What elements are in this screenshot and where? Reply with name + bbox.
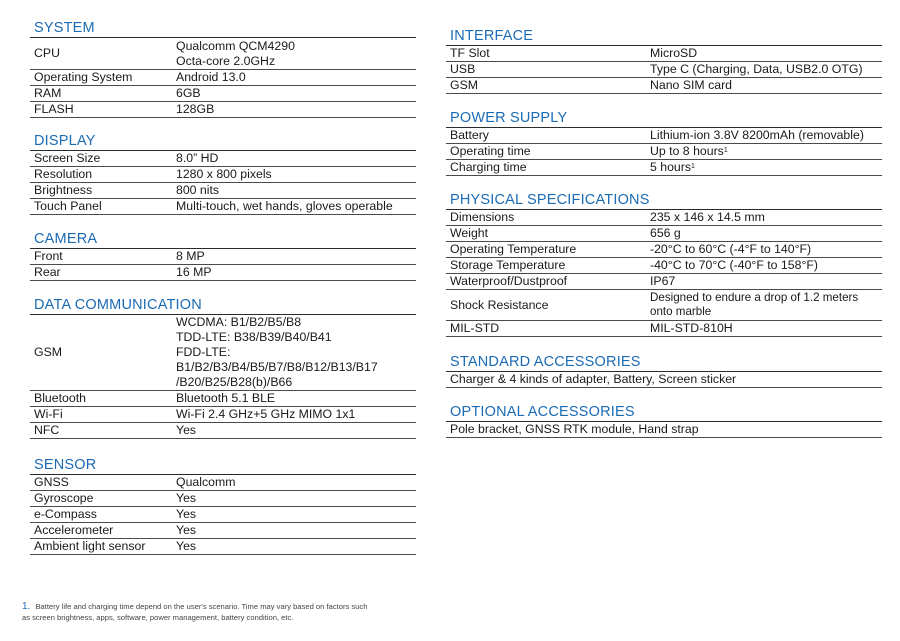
optional-accessories-section	[446, 404, 882, 438]
spec-value: 800 nits	[176, 183, 220, 197]
spec-value	[176, 315, 416, 390]
spec-value-text: Up to 8 hours	[650, 144, 724, 158]
spec-row	[30, 70, 416, 86]
spec-row	[30, 151, 416, 167]
spec-value-line: Qualcomm QCM4290	[176, 38, 295, 53]
spec-label: Storage Temperature	[450, 258, 566, 272]
spec-value: Yes	[176, 491, 197, 505]
spec-value-text: 5 hours	[650, 160, 692, 174]
spec-value: 128GB	[176, 102, 215, 116]
spec-value: Lithium-ion 3.8V 8200mAh (removable)	[650, 128, 864, 142]
spec-label: Accelerometer	[34, 523, 114, 537]
spec-label: Bluetooth	[34, 391, 86, 405]
spec-row	[30, 475, 416, 491]
section-title: POWER SUPPLY	[446, 110, 882, 128]
spec-row	[30, 423, 416, 439]
section-title: SENSOR	[30, 457, 416, 475]
spec-label: e-Compass	[34, 507, 97, 521]
spec-row	[446, 372, 882, 388]
spec-label: Front	[34, 249, 63, 263]
spec-value-line: TDD-LTE: B38/B39/B40/B41	[176, 330, 332, 344]
spec-label: RAM	[34, 86, 62, 100]
section-title: PHYSICAL SPECIFICATIONS	[446, 192, 882, 210]
section-title: DATA COMMUNICATION	[30, 297, 416, 315]
sensor-section	[30, 457, 416, 555]
spec-value: -40°C to 70°C (-40°F to 158°F)	[650, 258, 818, 272]
spec-value: Qualcomm	[176, 475, 236, 489]
spec-row	[30, 38, 416, 70]
footnote-number: 1.	[22, 601, 31, 612]
spec-value: Bluetooth 5.1 BLE	[176, 391, 276, 405]
spec-row	[30, 523, 416, 539]
spec-row	[30, 249, 416, 265]
spec-value: 5 hours $^1$	[650, 160, 695, 174]
spec-value-line: onto marble	[650, 305, 712, 318]
spec-row	[30, 391, 416, 407]
spec-label: GSM	[34, 345, 63, 359]
spec-row	[446, 274, 882, 290]
spec-label: Operating Temperature	[450, 242, 577, 256]
spec-row	[446, 290, 882, 321]
spec-value: 8.0” HD	[176, 151, 219, 165]
physical-specifications-section	[446, 192, 882, 337]
section-title: SYSTEM	[30, 20, 416, 38]
power-supply-section	[446, 110, 882, 176]
spec-row	[446, 78, 882, 94]
spec-label: Rear	[34, 265, 61, 279]
spec-value: Multi-touch, wet hands, gloves operable	[176, 199, 393, 213]
spec-row	[446, 321, 882, 337]
spec-value: 8 MP	[176, 249, 205, 263]
spec-value	[650, 290, 882, 320]
spec-label: NFC	[34, 423, 60, 437]
spec-label: TF Slot	[450, 46, 490, 60]
spec-label: Operating time	[450, 144, 531, 158]
spec-row	[30, 491, 416, 507]
spec-value: 6GB	[176, 86, 201, 100]
spec-row	[446, 422, 882, 438]
spec-label: Touch Panel	[34, 199, 102, 213]
spec-row	[30, 86, 416, 102]
spec-value: -20°C to 60°C (-4°F to 140°F)	[650, 242, 812, 256]
section-title: CAMERA	[30, 231, 416, 249]
accessory-list: Pole bracket, GNSS RTK module, Hand strap	[450, 422, 699, 436]
display-section	[30, 133, 416, 215]
spec-label: USB	[450, 62, 476, 76]
spec-value: Type C (Charging, Data, USB2.0 OTG)	[650, 62, 863, 76]
system-section	[30, 20, 416, 118]
spec-value-line: Designed to endure a drop of 1.2 meters	[650, 291, 859, 304]
spec-value: Yes	[176, 423, 197, 437]
spec-label: Battery	[450, 128, 489, 142]
spec-label: Dimensions	[450, 210, 515, 224]
spec-row	[446, 226, 882, 242]
spec-label: Waterproof/Dustproof	[450, 274, 568, 288]
spec-label: FLASH	[34, 102, 74, 116]
spec-row	[446, 160, 882, 176]
spec-value: Yes	[176, 539, 197, 553]
interface-section	[446, 28, 882, 94]
spec-value-line: B1/B2/B3/B4/B5/B7/B8/B12/B13/B17	[176, 360, 378, 374]
spec-label: MIL-STD	[450, 321, 500, 335]
spec-value: MicroSD	[650, 46, 698, 60]
spec-value: MIL-STD-810H	[650, 321, 733, 335]
spec-label: GNSS	[34, 475, 69, 489]
spec-row	[30, 507, 416, 523]
spec-row	[446, 210, 882, 226]
spec-value-line: /B20/B25/B28(b)/B66	[176, 375, 293, 389]
spec-row	[30, 183, 416, 199]
spec-value: Yes	[176, 523, 197, 537]
spec-row	[30, 265, 416, 281]
spec-value: IP67	[650, 274, 676, 288]
spec-label: GSM	[450, 78, 479, 92]
footnote	[22, 601, 462, 623]
data-communication-section	[30, 297, 416, 439]
spec-label: Brightness	[34, 183, 93, 197]
footnote-text: Battery life and charging time depend on the user's scenario. Time may vary based on factors such	[35, 602, 368, 611]
spec-label: Shock Resistance	[450, 297, 549, 312]
spec-value: 16 MP	[176, 265, 212, 279]
spec-value	[176, 38, 416, 69]
spec-row	[446, 46, 882, 62]
spec-row	[30, 199, 416, 215]
accessory-list: Charger & 4 kinds of adapter, Battery, Screen sticker	[450, 372, 737, 386]
spec-value: Wi-Fi 2.4 GHz+5 GHz MIMO 1x1	[176, 407, 356, 421]
footnote-line	[22, 601, 462, 612]
spec-label: Ambient light sensor	[34, 539, 146, 553]
spec-row	[446, 128, 882, 144]
spec-row	[446, 144, 882, 160]
spec-label: Screen Size	[34, 151, 101, 165]
spec-value: 656 g	[650, 226, 681, 240]
spec-value: Nano SIM card	[650, 78, 733, 92]
spec-row	[30, 102, 416, 118]
footnote-line: as screen brightness, apps, software, power management, battery condition, etc.	[22, 613, 294, 622]
section-title: INTERFACE	[446, 28, 882, 46]
spec-value: 235 x 146 x 14.5 mm	[650, 210, 765, 224]
spec-label: Resolution	[34, 167, 93, 181]
spec-label: Charging time	[450, 160, 527, 174]
spec-value-line: FDD-LTE:	[176, 345, 231, 359]
spec-value-line: WCDMA: B1/B2/B5/B8	[176, 315, 302, 329]
spec-value: Up to 8 hours $^1$	[650, 144, 728, 158]
camera-section	[30, 231, 416, 281]
spec-label: Weight	[450, 226, 489, 240]
spec-label: Wi-Fi	[34, 407, 63, 421]
spec-row	[446, 258, 882, 274]
spec-label: Operating System	[34, 70, 133, 84]
spec-value-line: Octa-core 2.0GHz	[176, 53, 276, 68]
spec-row	[30, 167, 416, 183]
section-title: DISPLAY	[30, 133, 416, 151]
spec-row	[30, 315, 416, 391]
spec-value: Android 13.0	[176, 70, 246, 84]
spec-label: CPU	[34, 46, 60, 60]
spec-label: Gyroscope	[34, 491, 94, 505]
spec-value: 1280 x 800 pixels	[176, 167, 272, 181]
spec-row	[30, 539, 416, 555]
section-title: STANDARD ACCESSORIES	[446, 354, 882, 372]
spec-row	[446, 62, 882, 78]
spec-row	[30, 407, 416, 423]
spec-row	[446, 242, 882, 258]
section-title: OPTIONAL ACCESSORIES	[446, 404, 882, 422]
spec-value: Yes	[176, 507, 197, 521]
standard-accessories-section	[446, 354, 882, 388]
